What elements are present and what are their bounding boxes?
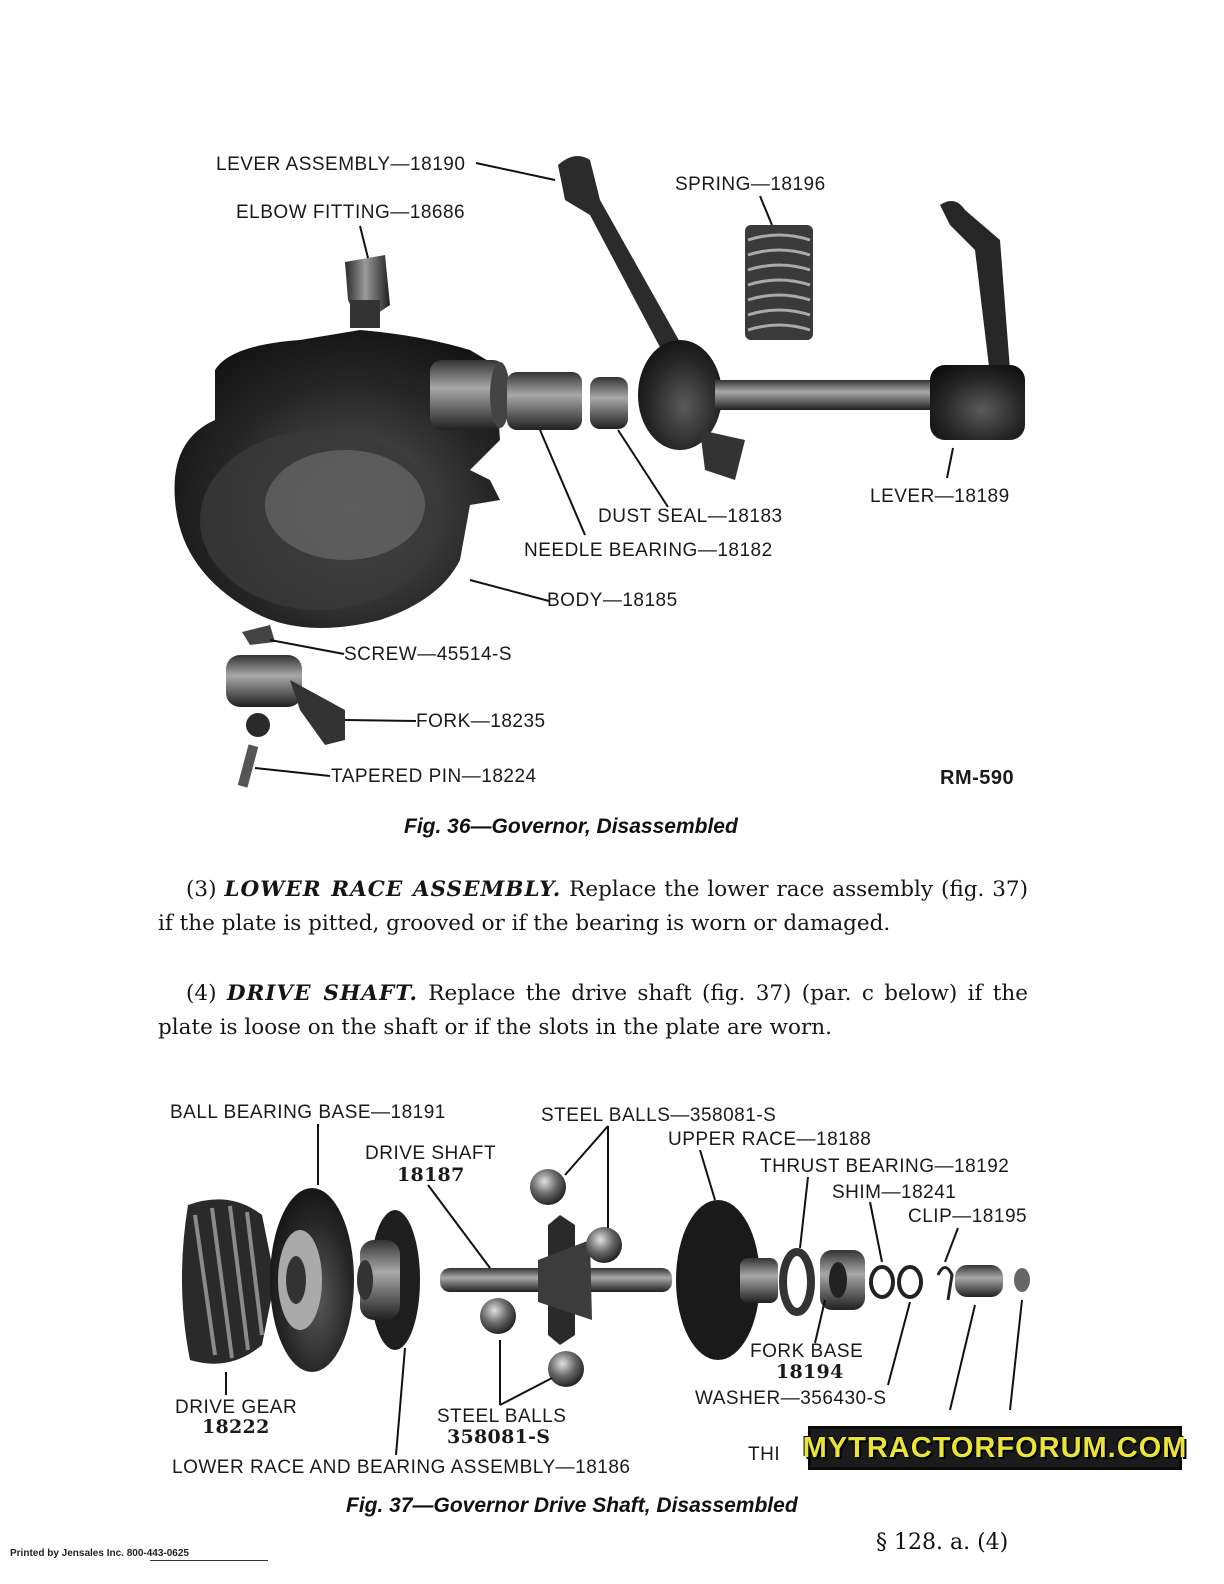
label-steel-balls-bottom-name: STEEL BALLS — [437, 1406, 567, 1427]
label-elbow-fitting: ELBOW FITTING—18686 — [236, 202, 466, 223]
paragraph-3-body: Replace the lower race assembly (fig. 37) if the plate is pitted, grooved or if the bearing is worn or damaged. — [158, 877, 1028, 936]
paragraph-3-number: (3) — [186, 877, 217, 902]
label-drive-gear-name: DRIVE GEAR — [175, 1397, 298, 1418]
label-lever-assembly: LEVER ASSEMBLY—18190 — [216, 154, 466, 175]
label-spring: SPRING—18196 — [675, 174, 826, 195]
label-screw: SCREW—45514-S — [344, 644, 513, 665]
label-upper-race: UPPER RACE—18188 — [668, 1129, 872, 1150]
lower-race-part — [357, 1210, 420, 1350]
label-thrust-bearing: THRUST BEARING—18192 — [760, 1156, 1010, 1177]
steel-ball-bottom-right — [548, 1351, 584, 1387]
section-number: § 128. a. (4) — [876, 1530, 1009, 1555]
label-body: BODY—18185 — [547, 590, 678, 611]
label-tapered-pin: TAPERED PIN—18224 — [331, 766, 537, 787]
footer-rule — [150, 1560, 268, 1561]
figure-36-caption: Fig. 36—Governor, Disassembled — [404, 815, 738, 838]
end-washer-part — [1014, 1268, 1030, 1292]
label-steel-balls-bottom-number: 358081-S — [447, 1426, 551, 1448]
thrust-bearing-part — [783, 1252, 811, 1312]
steel-ball-top-right — [586, 1227, 622, 1263]
paragraph-4-number: (4) — [186, 981, 217, 1006]
label-dust-seal: DUST SEAL—18183 — [598, 506, 783, 527]
washer-part — [899, 1267, 921, 1297]
drive-shaft-part — [440, 1215, 672, 1345]
shim-part — [871, 1267, 893, 1297]
label-drive-shaft-name: DRIVE SHAFT — [365, 1143, 497, 1164]
label-thi-fragment: THI — [748, 1444, 781, 1465]
clip-part — [938, 1268, 952, 1301]
bushing-part — [955, 1265, 1003, 1297]
label-shim: SHIM—18241 — [832, 1182, 957, 1203]
paragraph-4-title: DRIVE SHAFT. — [226, 981, 418, 1006]
upper-race-part — [676, 1200, 778, 1360]
label-fork-base-number: 18194 — [776, 1361, 844, 1383]
ball-bearing-base-part — [270, 1188, 354, 1372]
figure-reference-code: RM-590 — [940, 767, 1015, 789]
label-washer: WASHER—356430-S — [695, 1388, 887, 1409]
label-steel-balls-top: STEEL BALLS—358081-S — [541, 1105, 777, 1126]
paragraph-4-body: Replace the drive shaft (fig. 37) (par. c below) if the plate is loose on the shaft or if the slots in the plate are worn. — [158, 981, 1028, 1040]
steel-ball-bottom-left — [480, 1298, 516, 1334]
watermark-text: MYTRACTORFORUM.COM — [802, 1431, 1188, 1464]
figure-37-caption: Fig. 37—Governor Drive Shaft, Disassembled — [346, 1494, 798, 1517]
fork-base-part — [820, 1250, 865, 1310]
printed-by-footer: Printed by Jensales Inc. 800-443-0625 — [10, 1548, 189, 1559]
label-drive-gear-number: 18222 — [202, 1416, 270, 1438]
label-lower-race-assembly: LOWER RACE AND BEARING ASSEMBLY—18186 — [172, 1457, 631, 1478]
label-drive-shaft-number: 18187 — [397, 1164, 465, 1186]
label-fork-base-name: FORK BASE — [750, 1341, 864, 1362]
label-fork: FORK—18235 — [416, 711, 546, 732]
paragraph-3-title: LOWER RACE ASSEMBLY. — [224, 877, 562, 902]
steel-ball-top-left — [530, 1169, 566, 1205]
label-needle-bearing: NEEDLE BEARING—18182 — [524, 540, 773, 561]
label-ball-bearing-base: BALL BEARING BASE—18191 — [170, 1102, 446, 1123]
drive-gear-part — [182, 1199, 275, 1363]
mytractorforum-watermark — [802, 1426, 1188, 1470]
label-clip: CLIP—18195 — [908, 1206, 1028, 1227]
label-lever: LEVER—18189 — [870, 486, 1010, 507]
